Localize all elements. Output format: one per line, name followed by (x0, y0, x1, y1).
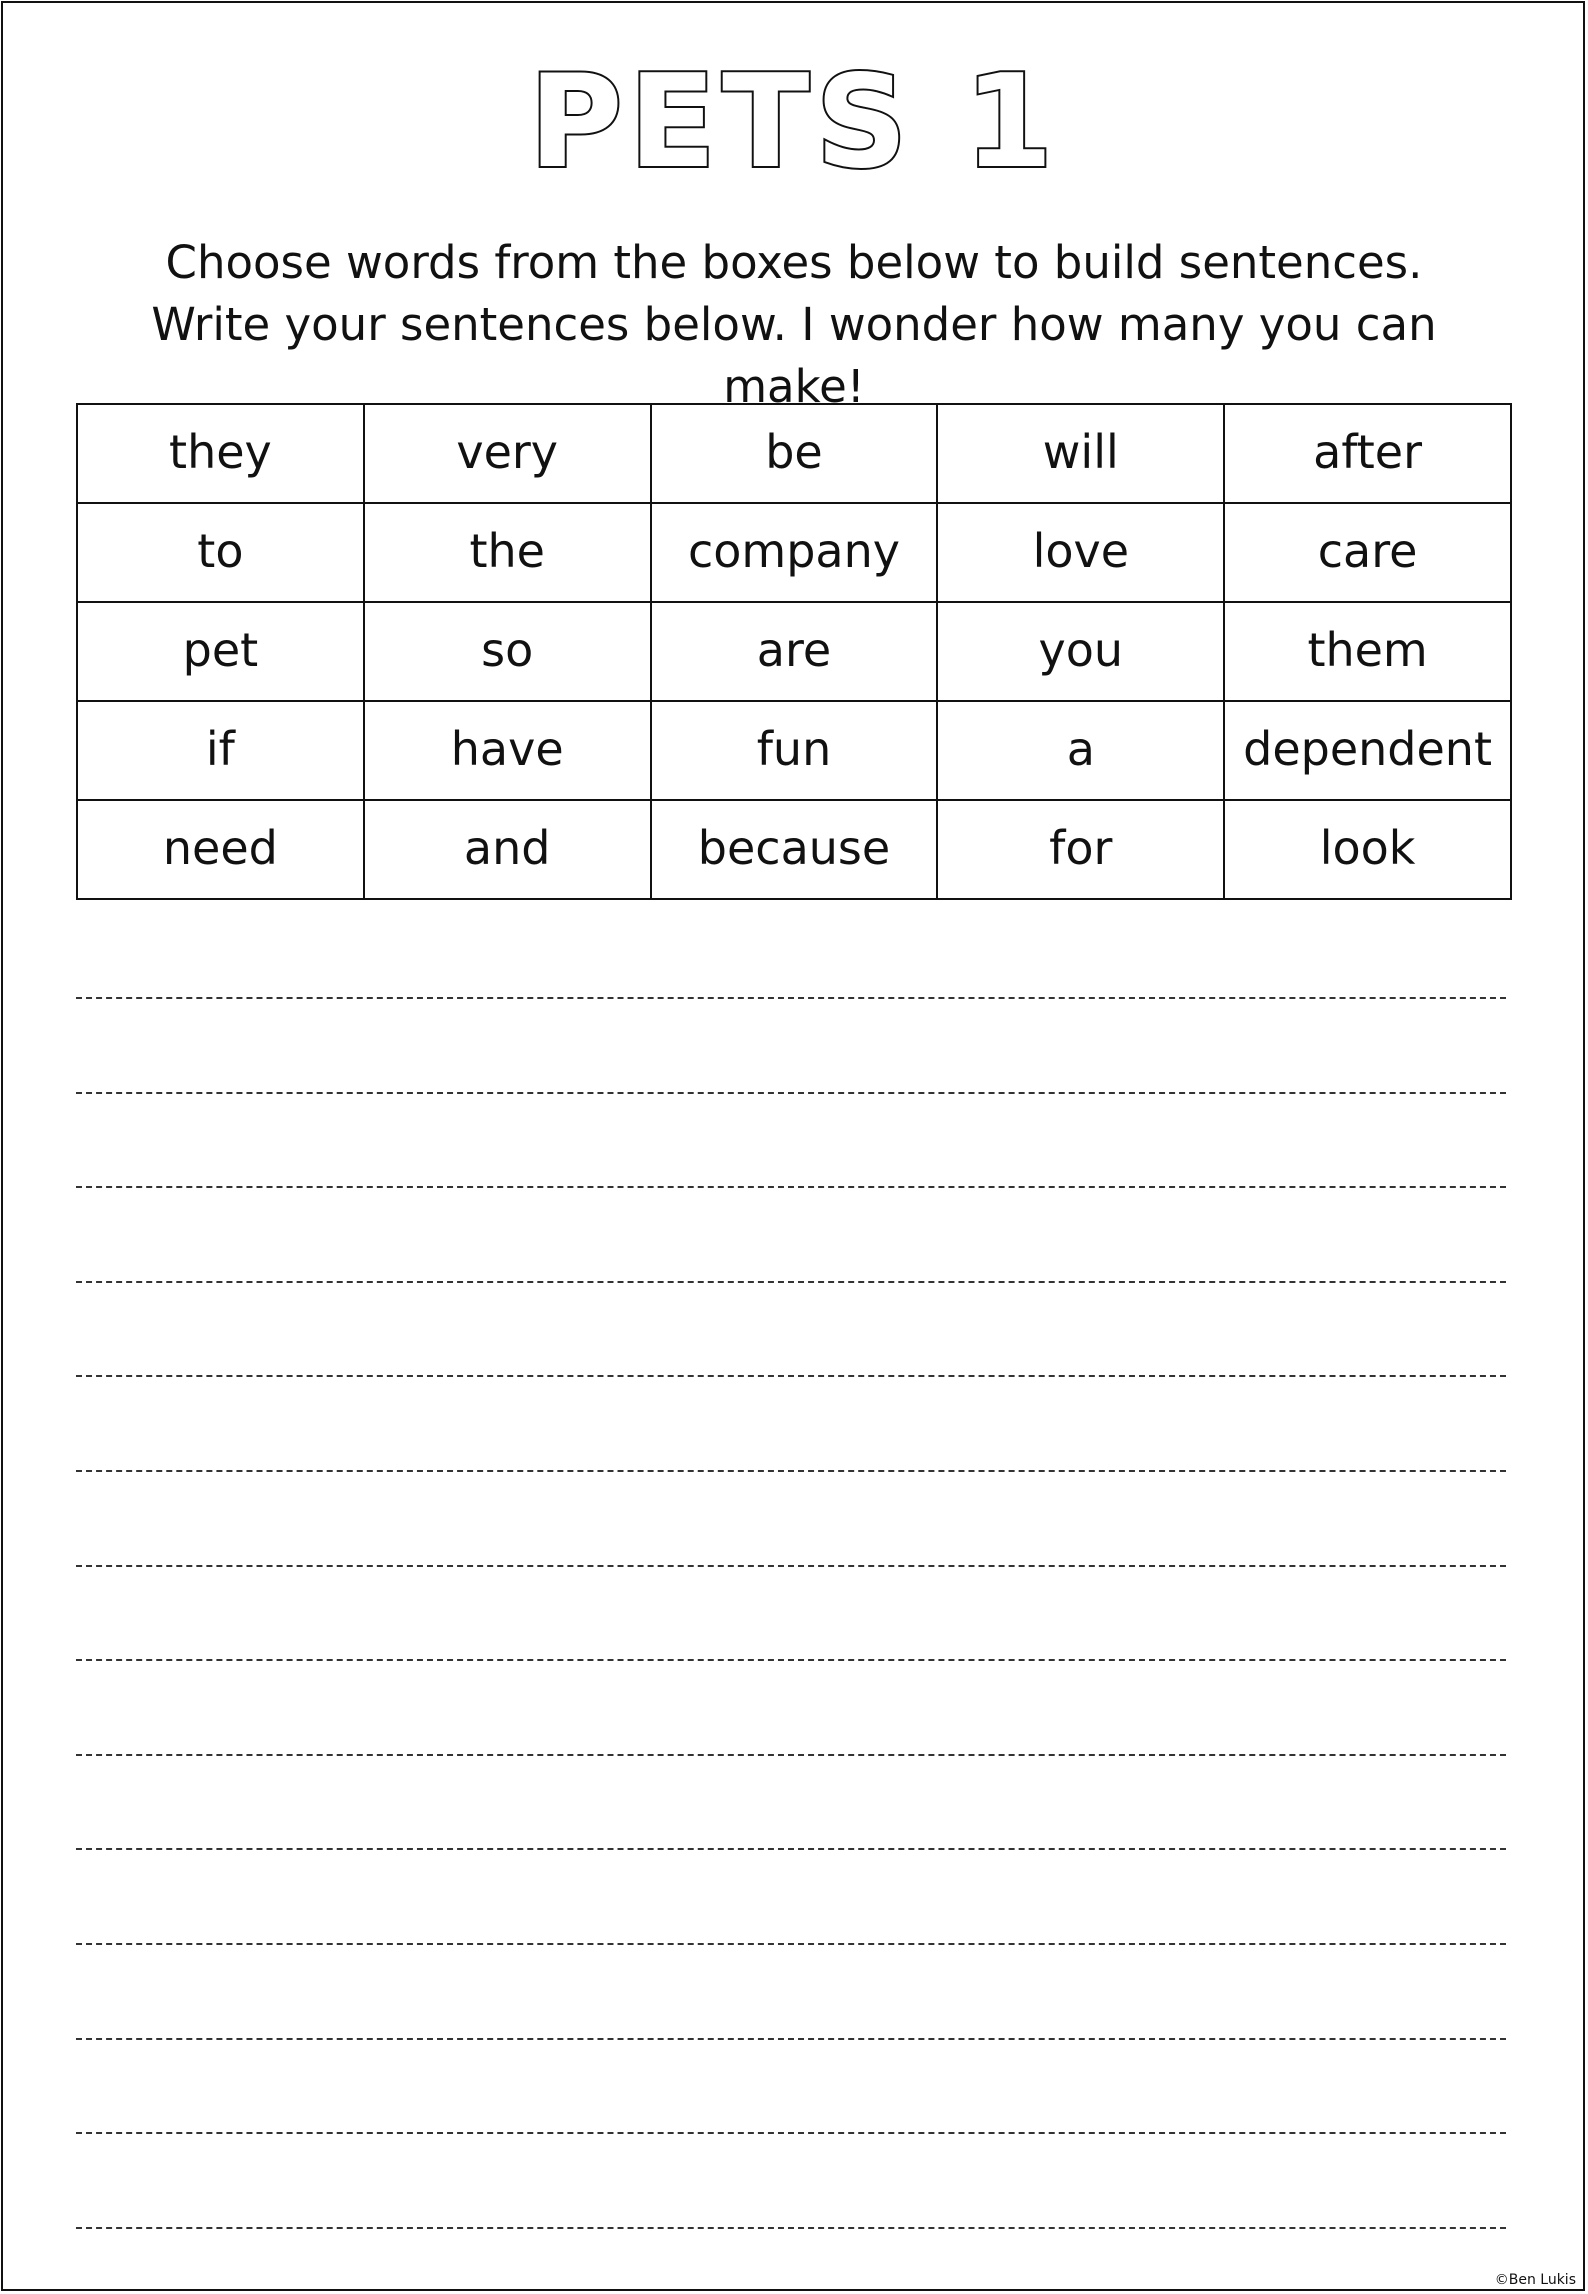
word-cell: company (651, 503, 938, 602)
writing-line[interactable] (76, 1943, 1506, 1945)
word-cell: fun (651, 701, 938, 800)
word-cell: will (937, 404, 1224, 503)
writing-line[interactable] (76, 997, 1506, 999)
word-cell: to (77, 503, 364, 602)
instructions-text: Choose words from the boxes below to build sentences. Write your sentences below. I wonder how many you can make! (151, 236, 1437, 413)
word-cell: be (651, 404, 938, 503)
word-cell: pet (77, 602, 364, 701)
word-cell: have (364, 701, 651, 800)
writing-line[interactable] (76, 1092, 1506, 1094)
writing-line[interactable] (76, 1186, 1506, 1188)
writing-line[interactable] (76, 2038, 1506, 2040)
word-cell: look (1224, 800, 1511, 899)
writing-line[interactable] (76, 1281, 1506, 1283)
word-cell: care (1224, 503, 1511, 602)
word-cell: so (364, 602, 651, 701)
word-cell: they (77, 404, 364, 503)
word-cell: love (937, 503, 1224, 602)
copyright-credit: ©Ben Lukis (1494, 2272, 1576, 2288)
writing-line[interactable] (76, 1754, 1506, 1756)
writing-line[interactable] (76, 2227, 1506, 2229)
word-cell: need (77, 800, 364, 899)
word-cell: the (364, 503, 651, 602)
writing-line[interactable] (76, 1848, 1506, 1850)
word-cell: very (364, 404, 651, 503)
word-cell: you (937, 602, 1224, 701)
page-title: PETS 1 (528, 48, 1060, 197)
writing-line[interactable] (76, 2132, 1506, 2134)
word-cell: for (937, 800, 1224, 899)
word-cell: are (651, 602, 938, 701)
word-cell: a (937, 701, 1224, 800)
word-cell: dependent (1224, 701, 1511, 800)
writing-line[interactable] (76, 1375, 1506, 1377)
writing-lines (76, 0, 1506, 2294)
word-cell: because (651, 800, 938, 899)
word-cell: after (1224, 404, 1511, 503)
writing-line[interactable] (76, 1565, 1506, 1567)
writing-line[interactable] (76, 1470, 1506, 1472)
writing-line[interactable] (76, 1659, 1506, 1661)
word-cell: them (1224, 602, 1511, 701)
word-cell: and (364, 800, 651, 899)
word-cell: if (77, 701, 364, 800)
